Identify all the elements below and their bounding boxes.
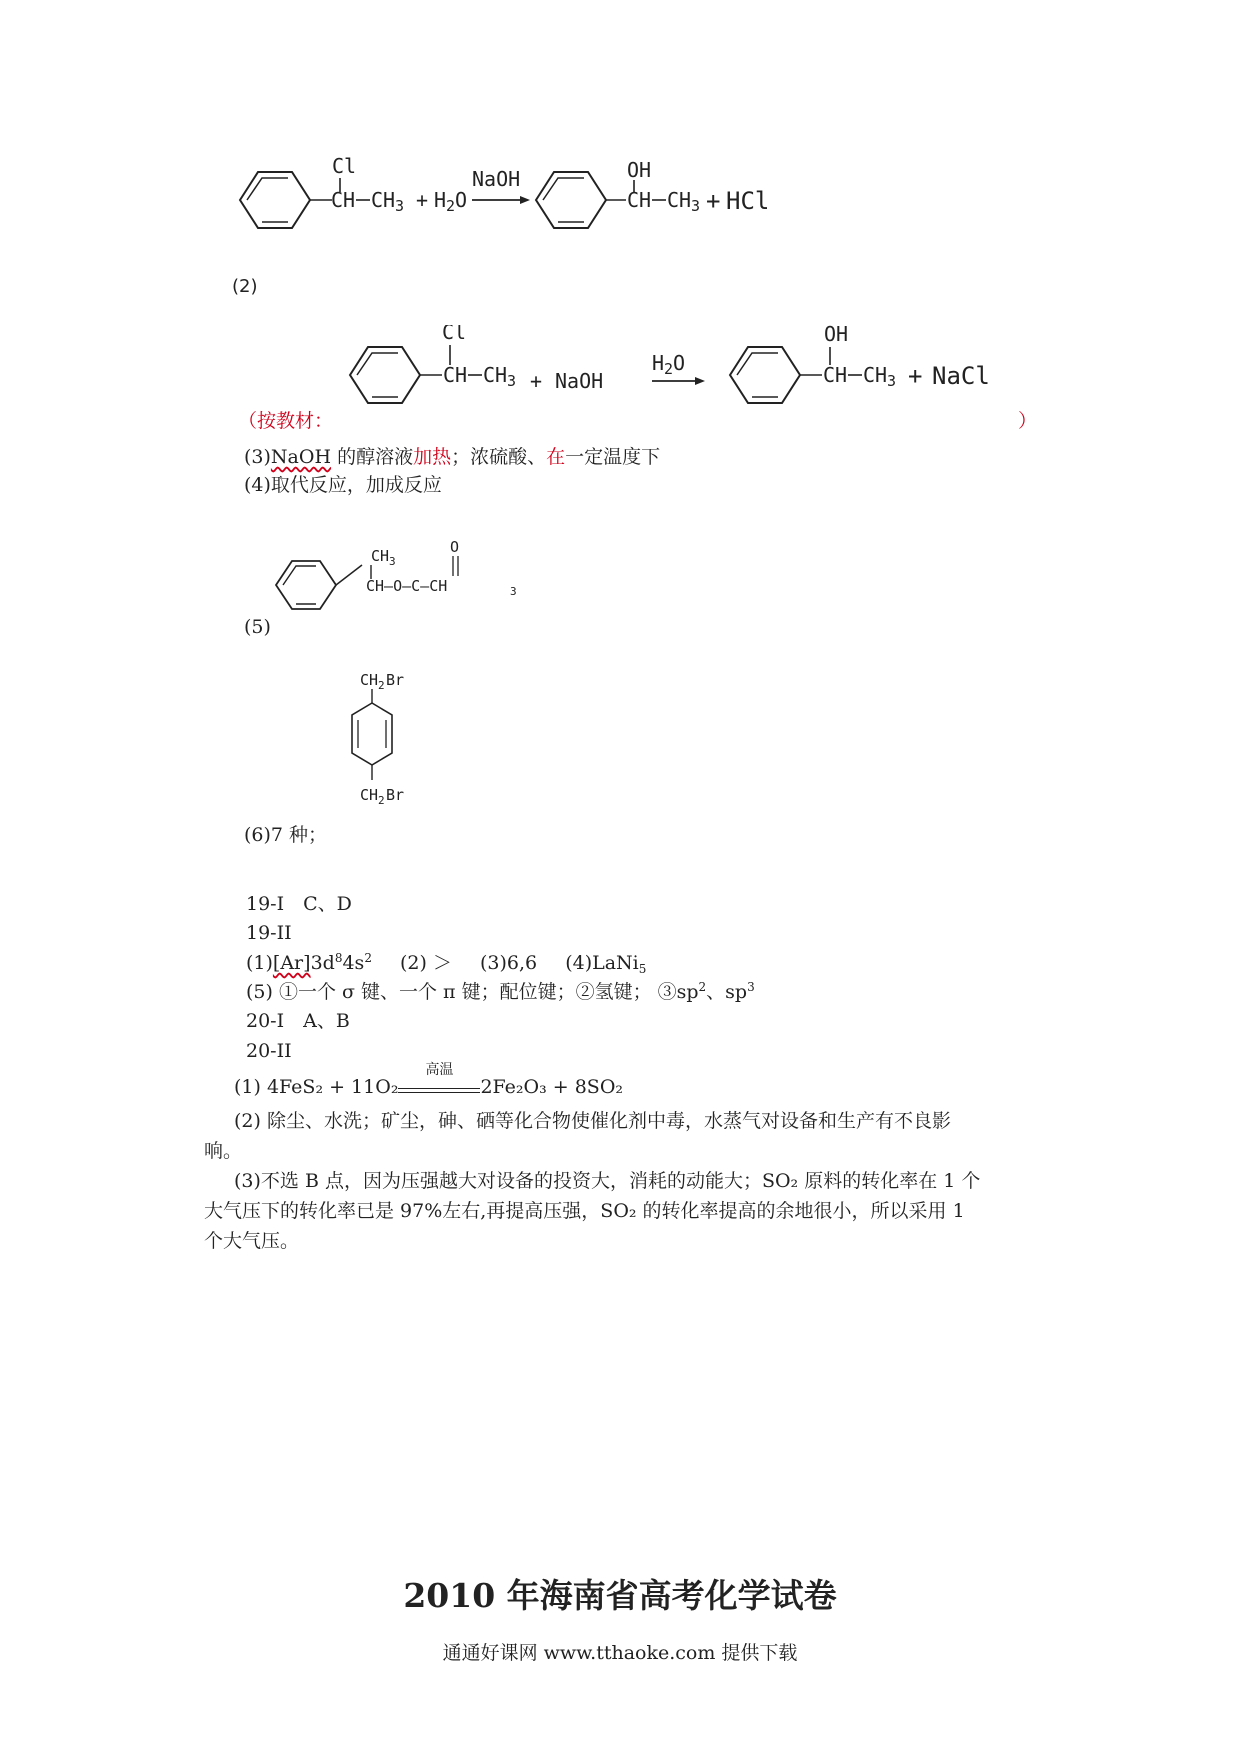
svg-text:2: 2 [378, 679, 385, 692]
answer-20-II: 20-II [246, 1040, 292, 1062]
svg-text:3: 3 [389, 555, 396, 568]
r1-cl: Cl [332, 154, 357, 178]
s5-chain: CH—O—C—CH [366, 577, 448, 595]
answer-19-I: 19-I C、D [246, 893, 352, 915]
r1-hcl: HCl [726, 187, 770, 215]
note-close: ） [1018, 410, 1038, 432]
benzene-ring-icon [352, 703, 392, 765]
svg-text:OH: OH [824, 325, 849, 346]
svg-text:+: + [416, 188, 429, 212]
r1-ch: CH [331, 188, 356, 212]
footer-source: 通通好课网 www.tthaoke.com 提供下载 [442, 1642, 798, 1664]
structure-6-diagram [320, 665, 450, 825]
svg-text:+: + [530, 369, 543, 393]
answer-3: (3)NaOH 的醇溶液加热；浓硫酸、在一定温度下 [244, 446, 661, 468]
r1-oh: OH [627, 158, 652, 182]
svg-text:2: 2 [664, 360, 674, 378]
svg-text:CH: CH [483, 363, 508, 387]
answer-19-II-5: (5) ①一个 σ 键、一个 π 键；配位键；②氢键； $③sp^2$、$sp^3$ [246, 980, 755, 1003]
answer-19-II-1to4: $(1)[Ar]3d^84s^2$ (2) ＞ (3)6,6 (4)LaNi$_5$ [246, 951, 647, 976]
svg-text:CH: CH [667, 188, 692, 212]
svg-text:3: 3 [691, 197, 701, 215]
benzene-ring-icon [536, 172, 606, 228]
svg-text:O: O [450, 538, 460, 556]
answer-20-II-3-line2: 大气压下的转化率已是 97%左右,再提高压强，SO₂ 的转化率提高的余地很小，所以采用 1 [204, 1200, 965, 1222]
svg-text:NaOH: NaOH [555, 369, 604, 393]
svg-text:3: 3 [395, 197, 405, 215]
svg-text:2: 2 [446, 197, 456, 215]
arrow-head-icon [695, 377, 705, 385]
note-textbook: （按教材： [238, 410, 334, 432]
answer-20-II-2-line2: 响。 [204, 1140, 243, 1162]
answer-20-I: 20-I A、B [246, 1010, 350, 1032]
r1-condition: NaOH [472, 167, 521, 191]
svg-text:CH: CH [360, 671, 379, 689]
r2-nacl: NaCl [932, 362, 990, 390]
benzene-ring-icon [350, 347, 420, 403]
svg-text:CH: CH [371, 547, 390, 565]
svg-text:Cl: Cl [442, 325, 467, 344]
r1-water: H [434, 188, 447, 212]
r1-ch3: CH [371, 188, 396, 212]
answer-4: (4)取代反应，加成反应 [244, 474, 442, 496]
benzene-ring-icon [730, 347, 800, 403]
answer-5-label: (5) [244, 616, 271, 638]
svg-text:Br: Br [386, 671, 405, 689]
answer-20-II-1: (1) 4FeS₂ + 11O₂ 高温 2Fe₂O₃ + 8SO₂ [234, 1062, 624, 1098]
answer-20-II-2-line1: (2) 除尘、水洗；矿尘，砷、硒等化合物使催化剂中毒，水蒸气对设备和生产有不良影 [234, 1110, 951, 1132]
svg-text:CH: CH [443, 363, 468, 387]
benzene-ring-icon [276, 561, 336, 609]
svg-text:O: O [455, 188, 468, 212]
answer-20-II-3-line1: (3)不选 B 点，因为压强越大对设备的投资大，消耗的动能大；SO₂ 原料的转化率在 1 个 [234, 1170, 981, 1192]
svg-text:3: 3 [510, 585, 517, 598]
answer-20-II-3-line3: 个大气压。 [204, 1230, 300, 1252]
svg-text:CH: CH [627, 188, 652, 212]
svg-text:CH: CH [863, 363, 888, 387]
document-title: 2010 年海南省高考化学试卷 [403, 1576, 837, 1615]
svg-text:3: 3 [507, 372, 517, 390]
arrow-head-icon [520, 196, 530, 204]
answer-19-II: 19-II [246, 922, 292, 944]
label-2: (2) [232, 276, 258, 297]
reaction-2-diagram [340, 325, 1040, 435]
svg-text:CH: CH [360, 786, 379, 804]
svg-text:+: + [908, 362, 923, 390]
svg-text:H: H [652, 351, 665, 375]
svg-text:CH: CH [823, 363, 848, 387]
benzene-ring-icon [240, 172, 310, 228]
svg-text:Br: Br [386, 786, 405, 804]
svg-text:+: + [706, 187, 721, 215]
reaction-1-diagram [230, 150, 790, 260]
structure-5-diagram [270, 535, 540, 625]
svg-text:3: 3 [887, 372, 897, 390]
svg-text:O: O [673, 351, 686, 375]
answer-6: (6)7 种； [244, 824, 328, 846]
svg-text:2: 2 [378, 794, 385, 807]
